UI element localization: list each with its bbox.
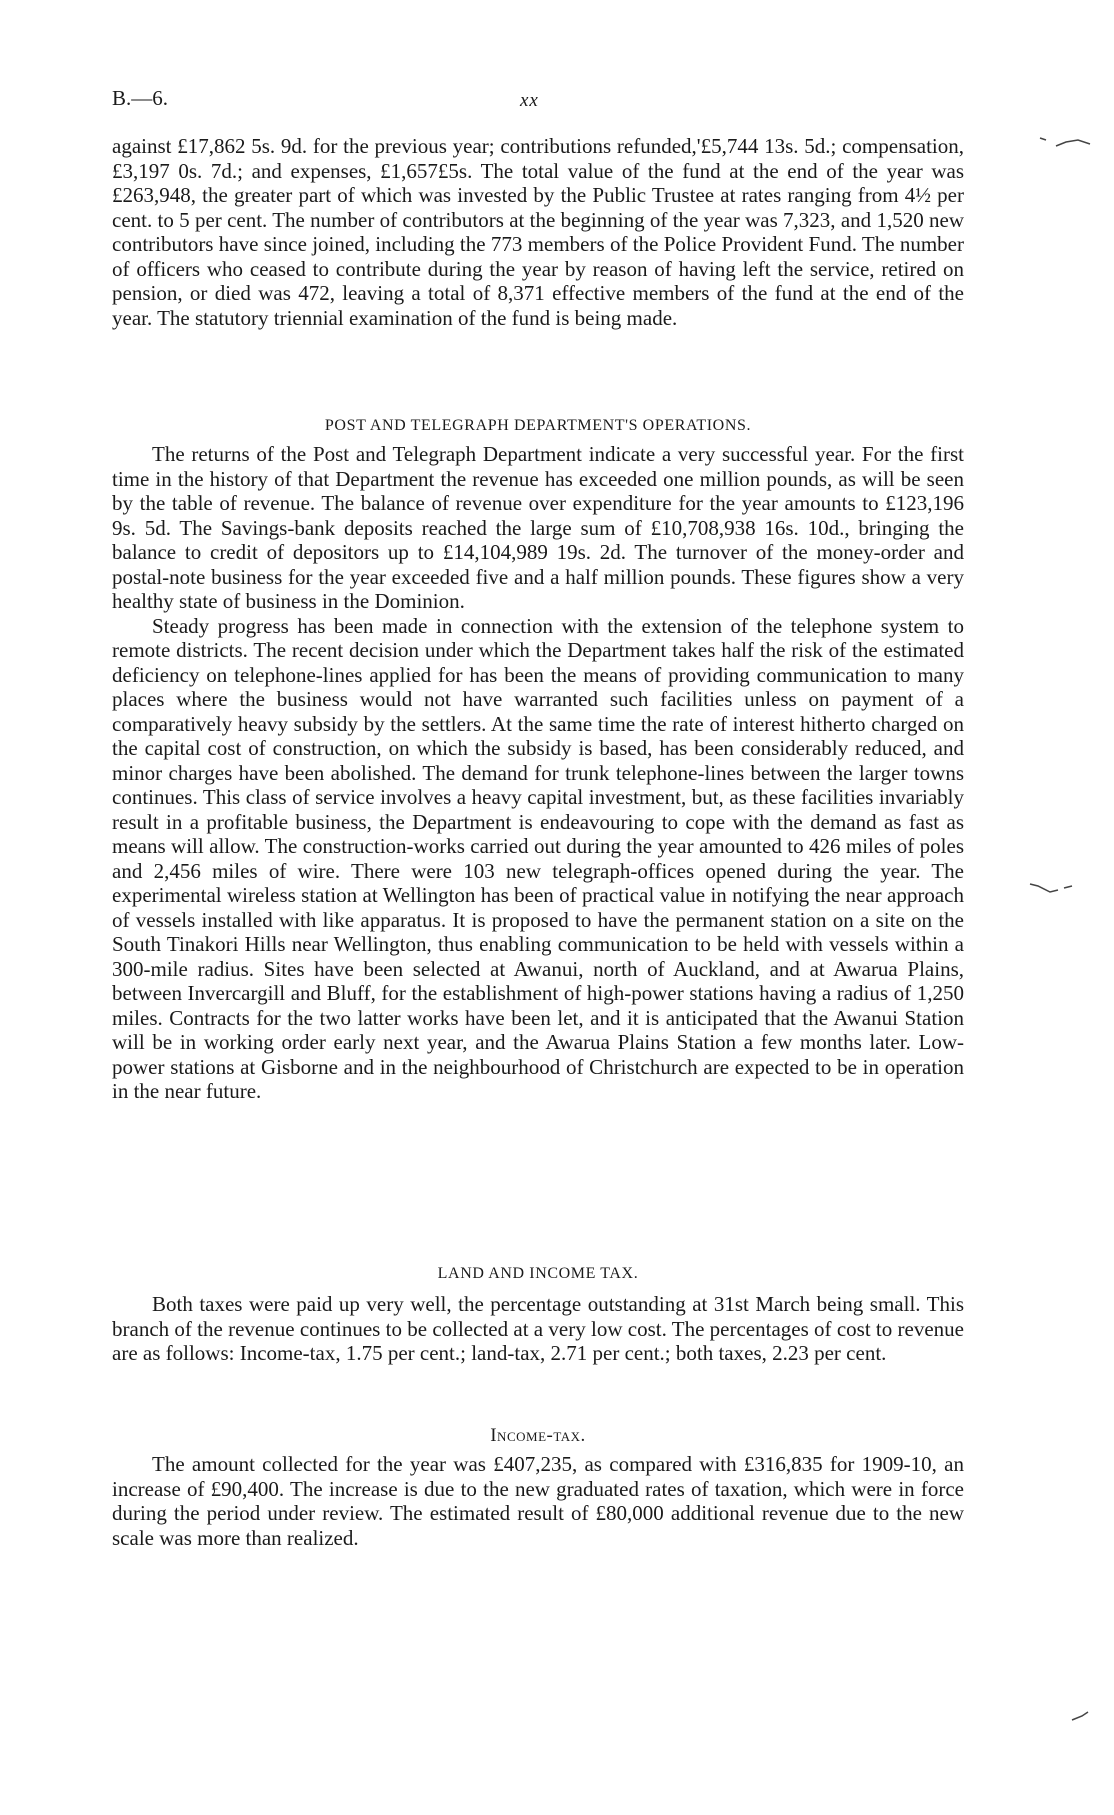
margin-pencil-mark: [1028, 878, 1078, 902]
margin-pencil-mark: [1068, 1706, 1098, 1726]
subsection-heading-income-tax: Income-tax.: [490, 1425, 586, 1446]
paragraph: Steady progress has been made in connection with the extension of the telephone system to remote districts. The recent decision under which the Department takes half the risk of the estimated deficiency on telephone-lines applied for has been the means of providing communication to many places where the business would not have warranted such facilities unless on payment of a comparatively heavy subsidy by the settlers. At the same time the rate of interest hitherto charged on the capital cost of construction, on which the subsidy is based, has been considerably reduced, and minor charges have been abolished. The demand for trunk telephone-lines between the larger towns continues. This class of service involves a heavy capital investment, but, as these facilities invariably result in a profitable business, the Department is endeavouring to cope with the demand as fast as means will allow. The construction-works carried out during the year amounted to 426 miles of poles and 2,456 miles of wire. There were 103 new telegraph-offices opened during the year. The experimental wireless station at Wellington has been of practical value in notifying the near approach of vessels installed with like apparatus. It is proposed to have the permanent station on a site on the South Tinakori Hills near Wellington, thus enabling communication to be held with vessels within a 300-mile radius. Sites have been selected at Awanui, north of Auckland, and at Awarua Plains, between Invercargill and Bluff, for the establishment of high-power stations having a radius of 1,250 miles. Contracts for the two latter works have been let, and it is anticipated that the Awanui Station will be in working order early next year, and the Awarua Plains Station a few months later. Low-power stations at Gisborne and in the neighbourhood of Christchurch are expected to be in operation in the near future.: [112, 613, 964, 1103]
page-number: xx: [520, 90, 539, 111]
paragraph: The returns of the Post and Telegraph Department indicate a very successful year. For the first time in the history of that Department the revenue has exceeded one million pounds, as will be seen by the table of revenue. The balance of revenue over expenditure for the year amounts to £123,196 9s. 5d. The Savings-bank deposits reached the large sum of £10,708,938 16s. 10d., bringing the balance to credit of depositors up to £14,104,989 19s. 2d. The turnover of the money-order and postal-note business for the year exceeded five and a half million pounds. These figures show a very healthy state of business in the Dominion.: [112, 442, 964, 613]
land-income-tax-text: [112, 1292, 964, 1366]
document-reference: B.—6.: [112, 86, 169, 110]
post-telegraph-text: [112, 442, 964, 1104]
margin-pencil-mark: [1038, 132, 1098, 156]
fund-summary-text: [112, 134, 964, 330]
income-tax-text: [112, 1452, 964, 1550]
paragraph: Both taxes were paid up very well, the percentage outstanding at 31st March being small. This branch of the revenue continues to be collected at a very low cost. The percentages of cost to revenue are as follows: Income-tax, 1.75 per cent.; land-tax, 2.71 per cent.; both taxes, 2.23 per cent.: [112, 1292, 964, 1365]
section-heading-land-income-tax: LAND AND INCOME TAX.: [437, 1265, 639, 1282]
paragraph: The amount collected for the year was £407,235, as compared with £316,835 for 1909-10, an increase of £90,400. The increase is due to the new graduated rates of taxation, which were in force during the period under review. The estimated result of £80,000 additional revenue due to the new scale was more than realized.: [112, 1452, 964, 1550]
section-heading-post-telegraph: POST AND TELEGRAPH DEPARTMENT'S OPERATIONS.: [324, 417, 752, 434]
paragraph: against £17,862 5s. 9d. for the previous year; contributions refunded,'£5,744 13s. 5d.; compensation, £3,197 0s. 7d.; and expenses, £1,657£5s. The total value of the fund at the end of the year was £263,948, the greater part of which was invested by the Public Trustee at rates ranging from 4½ per cent. to 5 per cent. The number of contributors at the beginning of the year was 7,323, and 1,520 new contributors have since joined, including the 773 members of the Police Provident Fund. The number of officers who ceased to contribute during the year by reason of having left the service, retired on pension, or died was 472, leaving a total of 8,371 effective members of the fund at the end of the year. The statutory triennial examination of the fund is being made.: [112, 134, 964, 330]
